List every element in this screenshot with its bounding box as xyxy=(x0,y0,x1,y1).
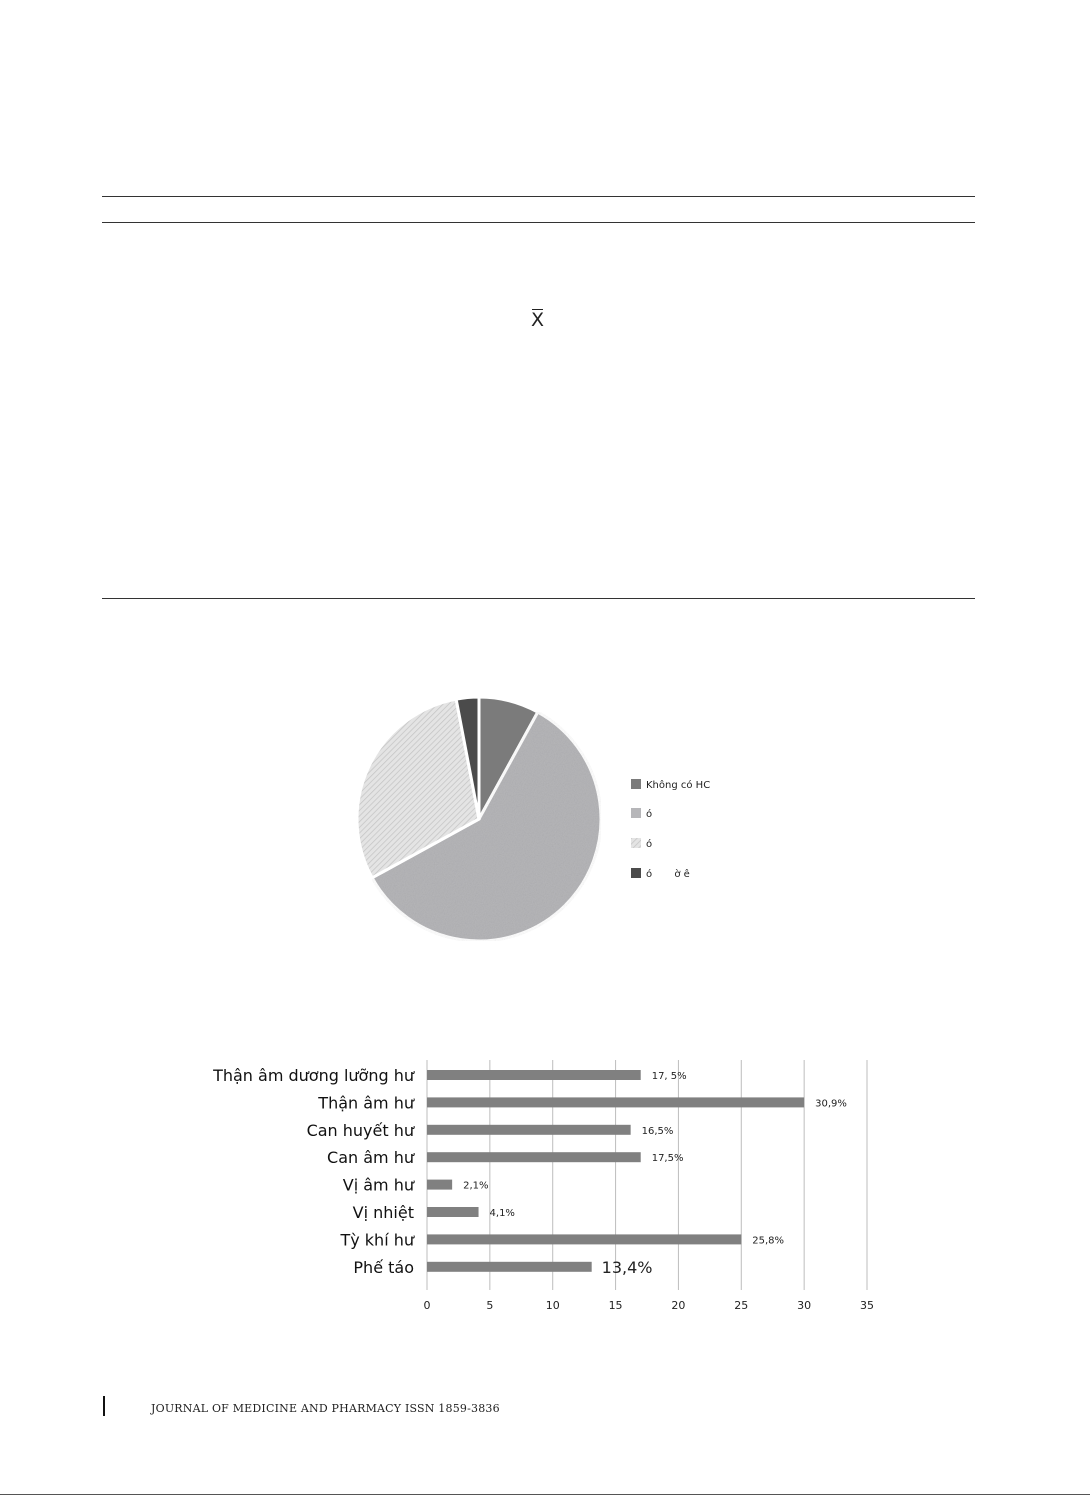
legend-swatch-4 xyxy=(631,868,641,878)
x-tick-label-0: 0 xyxy=(423,1299,431,1312)
data-label-7: 25,8% xyxy=(752,1235,785,1247)
category-label-7: Tỳ khí hư xyxy=(340,1230,414,1250)
page-bottom-rule xyxy=(0,1494,1090,1495)
legend-label-1: Không có HC xyxy=(646,780,711,791)
category-label-2: Thận âm hư xyxy=(318,1093,414,1113)
mean-symbol: X xyxy=(531,309,545,331)
legend-swatch-3 xyxy=(631,838,641,848)
bar-1 xyxy=(427,1070,641,1080)
x-tick-label-30: 30 xyxy=(797,1299,812,1312)
journal-footer: JOURNAL OF MEDICINE AND PHARMACY ISSN 1859-3836 xyxy=(151,1402,500,1415)
data-label-3: 16,5% xyxy=(641,1125,674,1137)
bar-6 xyxy=(427,1207,479,1217)
data-label-8: 13,4% xyxy=(601,1257,653,1277)
bar-7 xyxy=(427,1234,741,1244)
legend-label-3: ó xyxy=(646,839,653,850)
footer-vertical-mark xyxy=(103,1396,105,1416)
x-tick-label-25: 25 xyxy=(734,1299,749,1312)
pie-chart xyxy=(300,660,740,960)
bar-2 xyxy=(427,1097,804,1107)
data-label-4: 17,5% xyxy=(651,1153,684,1165)
table-bottom-rule xyxy=(102,598,975,599)
category-label-1: Thận âm dương lưỡng hư xyxy=(213,1066,414,1085)
category-label-4: Can âm hư xyxy=(327,1148,414,1168)
data-label-6: 4,1% xyxy=(489,1208,515,1219)
bar-3 xyxy=(427,1125,631,1135)
bar-8 xyxy=(427,1262,592,1272)
x-tick-label-15: 15 xyxy=(608,1299,623,1312)
x-tick-label-10: 10 xyxy=(545,1299,560,1312)
bar-5 xyxy=(427,1180,452,1190)
table-header-rule xyxy=(102,222,975,223)
legend-swatch-2 xyxy=(631,808,641,818)
category-label-6: Vị nhiệt xyxy=(352,1203,414,1222)
table-top-rule xyxy=(102,196,975,197)
data-label-1: 17, 5% xyxy=(651,1071,687,1082)
category-label-3: Can huyết hư xyxy=(306,1120,414,1140)
category-label-8: Phế táo xyxy=(353,1257,414,1277)
x-tick-label-5: 5 xyxy=(486,1299,494,1312)
bar-chart xyxy=(200,1050,900,1330)
legend-swatch-1 xyxy=(631,779,641,789)
legend-label-2: ó xyxy=(646,809,653,820)
legend-label-4: ó ờ ê xyxy=(646,869,690,880)
category-label-5: Vị âm hư xyxy=(342,1175,414,1195)
x-tick-label-35: 35 xyxy=(860,1299,874,1312)
bar-4 xyxy=(427,1152,641,1162)
data-label-5: 2,1% xyxy=(463,1180,489,1192)
x-tick-label-20: 20 xyxy=(671,1299,686,1312)
data-label-2: 30,9% xyxy=(815,1098,847,1110)
